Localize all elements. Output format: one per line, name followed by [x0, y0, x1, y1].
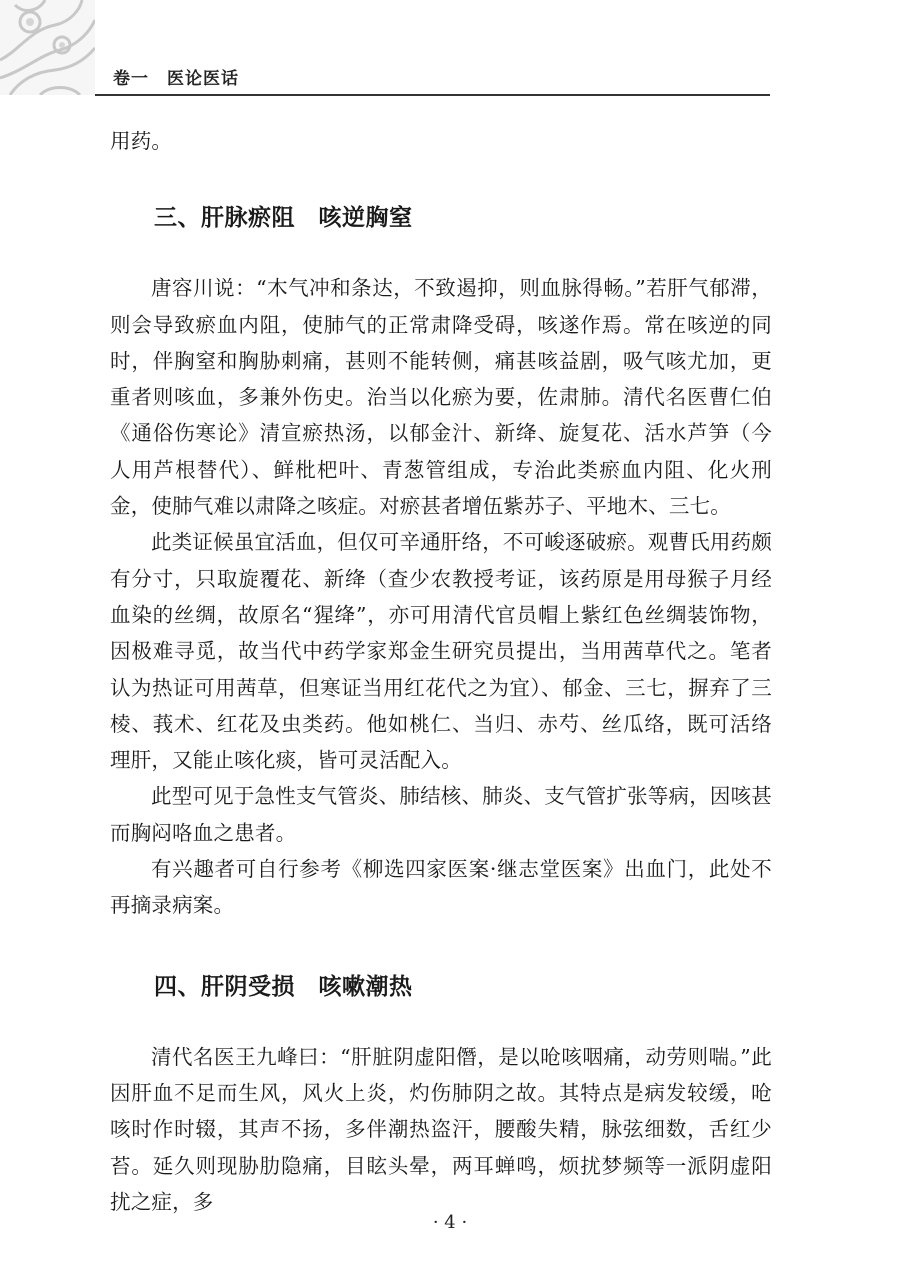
- paragraph: 此类证候虽宜活血，但仅可辛通肝络，不可峻逐破瘀。观曹氏用药颇有分寸，只取旋覆花、新绛（查少农教授考证，该药原是用母猴子月经血染的丝绸，故原名“猩绛”，亦可用清代官员帽上紫红色丝绸装饰物，因极难寻觅，故当代中药学家郑金生研究员提出，当用茜草代之。笔者认为热证可用茜草，但寒证当用红花代之为宜）、郁金、三七，摒弃了三棱、莪术、红花及虫类药。他如桃仁、当归、赤芍、丝瓜络，既可活络理肝，又能止咳化痰，皆可灵活配入。: [110, 530, 772, 773]
- section-heading-3: 三、肝脉瘀阻 咳逆胸窒: [154, 205, 413, 232]
- paragraph: 清代名医王九峰曰：“肝脏阴虚阳僭，是以呛咳咽痛，动劳则喘。”此因肝血不足而生风，风火上炎，灼伤肺阴之故。其特点是病发较缓，呛咳时作时辍，其声不扬，多伴潮热盗汗，腰酸失精，脉弦细数，舌红少苔。延久则现胁肋隐痛，目眩头晕，两耳蝉鸣，烦扰梦频等一派阴虚阳扰之症，多: [110, 1044, 772, 1214]
- paragraph-continued: 用药。: [110, 129, 173, 153]
- page-body: [110, 123, 772, 1220]
- page-number: · 4 ·: [432, 1212, 468, 1233]
- running-header: [95, 62, 770, 96]
- header-text: 卷一 医论医话: [113, 69, 239, 89]
- section-heading-4: 四、肝阴受损 咳嗽潮热: [154, 973, 413, 1000]
- corner-ornament: [0, 0, 95, 95]
- paragraph: 此型可见于急性支气管炎、肺结核、肺炎、支气管扩张等病，因咳甚而胸闷咯血之患者。: [110, 784, 772, 845]
- paragraph: 唐容川说：“木气冲和条达，不致遏抑，则血脉得畅。”若肝气郁滞，则会导致瘀血内阻，使肺气的正常肃降受碍，咳遂作焉。常在咳逆的同时，伴胸窒和胸胁刺痛，甚则不能转侧，痛甚咳益剧，吸气咳尤加，更重者则咳血，多兼外伤史。治当以化瘀为要，佐肃肺。清代名医曹仁伯《通俗伤寒论》清宣瘀热汤，以郁金汁、新绛、旋复花、活水芦笋（今人用芦根替代）、鲜枇杷叶、青葱管组成，专治此类瘀血内阻、化火刑金，使肺气难以肃降之咳症。对瘀甚者增伍紫苏子、平地木、三七。: [110, 276, 772, 519]
- paragraph: 有兴趣者可自行参考《柳选四家医案·继志堂医案》出血门，此处不再摘录病案。: [110, 857, 772, 918]
